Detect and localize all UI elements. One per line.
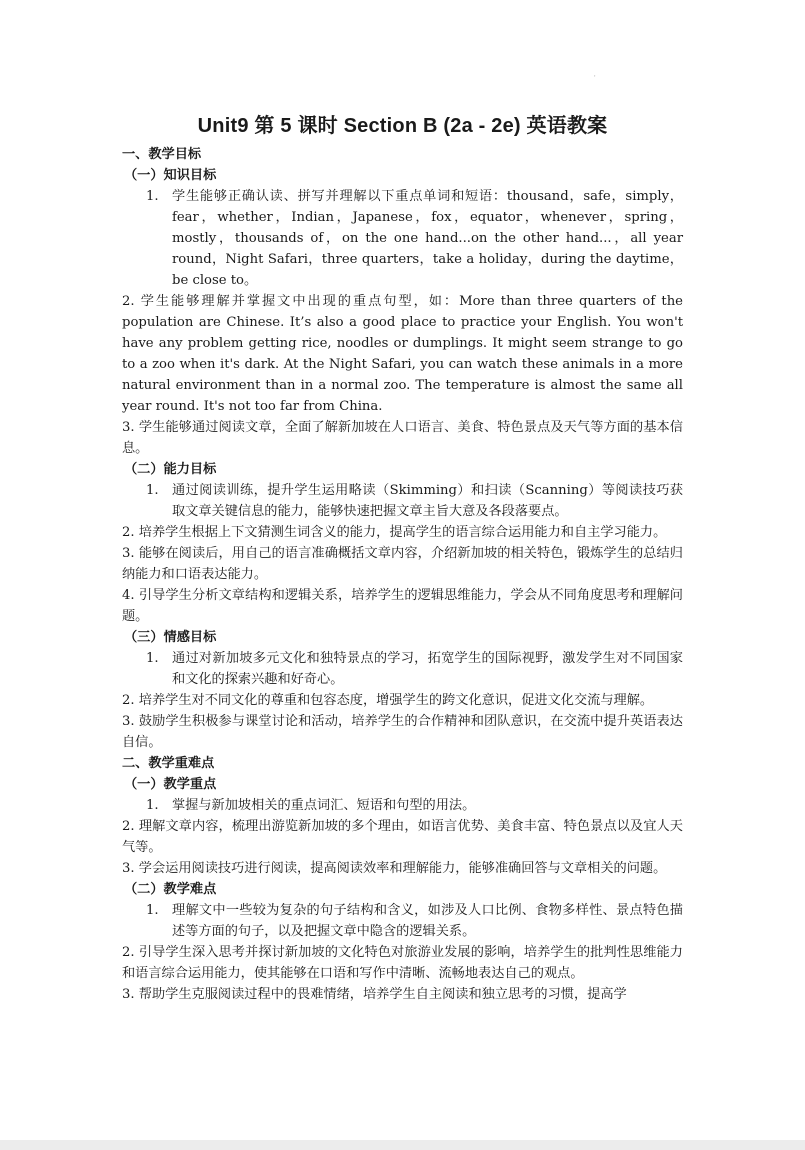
item-number: 1. [146, 189, 159, 204]
list-item [122, 795, 683, 816]
subheading-emotional-objectives: （三）情感目标 [124, 630, 217, 645]
paragraph: 3. 帮助学生克服阅读过程中的畏难情绪，培养学生自主阅读和独立思考的习惯，提高学 [122, 987, 627, 1002]
item-text: 掌握与新加坡相关的重点词汇、短语和句型的用法。 [172, 798, 476, 813]
item-text: 理解文中一些较为复杂的句子结构和含义，如涉及人口比例、食物多样性、景点特色描述等方面的句子，以及把握文章中隐含的逻辑关系。 [172, 903, 683, 939]
heading-key-and-difficult-points: 二、教学重难点 [122, 756, 215, 771]
paragraph: 3. 鼓励学生积极参与课堂讨论和活动，培养学生的合作精神和团队意识，在交流中提升英语表达自信。 [122, 714, 683, 750]
list-item [122, 648, 683, 690]
item-number: 1. [146, 798, 159, 813]
paragraph: 2. 学生能够理解并掌握文中出现的重点句型，如：More than three quarters of the population are Chinese. It’s also a good place to practice your English. You won't have any problem getting rice, noodles or dumplings. It might seem strange to go to a zoo when it's dark. At the Night Safari, you can watch these animals in a more natural environment than in a normal zoo. The temperature is almost the same all year round. It's not too far from China. [122, 294, 683, 414]
list-item [122, 186, 683, 291]
paragraph: 2. 培养学生根据上下文猜测生词含义的能力，提高学生的语言综合运用能力和自主学习能力。 [122, 525, 667, 540]
item-number: 1. [146, 483, 159, 498]
item-text: 通过阅读训练，提升学生运用略读（Skimming）和扫读（Scanning）等阅读技巧获取文章关键信息的能力，能够快速把握文章主旨大意及各段落要点。 [172, 483, 683, 519]
corner-mark: ' [594, 74, 596, 83]
paragraph: 2. 引导学生深入思考并探讨新加坡的文化特色对旅游业发展的影响，培养学生的批判性思维能力和语言综合运用能力，使其能够在口语和写作中清晰、流畅地表达自己的观点。 [122, 945, 683, 981]
subheading-difficult-points: （二）教学难点 [124, 882, 217, 897]
paragraph: 4. 引导学生分析文章结构和逻辑关系，培养学生的逻辑思维能力，学会从不同角度思考和理解问题。 [122, 588, 683, 624]
page-bottom-band [0, 1140, 805, 1150]
subheading-knowledge-objectives: （一）知识目标 [124, 168, 217, 183]
paragraph: 2. 培养学生对不同文化的尊重和包容态度，增强学生的跨文化意识，促进文化交流与理解。 [122, 693, 654, 708]
item-number: 1. [146, 903, 159, 918]
paragraph: 3. 学生能够通过阅读文章，全面了解新加坡在人口语言、美食、特色景点及天气等方面的基本信息。 [122, 420, 683, 456]
paragraph: 3. 能够在阅读后，用自己的语言准确概括文章内容，介绍新加坡的相关特色，锻炼学生的总结归纳能力和口语表达能力。 [122, 546, 683, 582]
subheading-ability-objectives: （二）能力目标 [124, 462, 217, 477]
list-item [122, 900, 683, 942]
list-item [122, 480, 683, 522]
paragraph: 3. 学会运用阅读技巧进行阅读，提高阅读效率和理解能力，能够准确回答与文章相关的问题。 [122, 861, 667, 876]
paragraph: 2. 理解文章内容，梳理出游览新加坡的多个理由，如语言优势、美食丰富、特色景点以及宜人天气等。 [122, 819, 683, 855]
item-number: 1. [146, 651, 159, 666]
item-text: 学生能够正确认读、拼写并理解以下重点单词和短语：thousand，safe，simply，fear，whether，Indian，Japanese，fox，equator，whenever，spring，mostly，thousands of，on the one hand...on the other hand...，all year round，Night Safari，three quarters，take a holiday，during the daytime，be close to。 [172, 189, 683, 288]
subheading-key-points: （一）教学重点 [124, 777, 217, 792]
item-text: 通过对新加坡多元文化和独特景点的学习，拓宽学生的国际视野，激发学生对不同国家和文化的探索兴趣和好奇心。 [172, 651, 683, 687]
heading-teaching-objectives: 一、教学目标 [122, 147, 202, 162]
page-title: Unit9 第 5 课时 Section B (2a - 2e) 英语教案 [197, 115, 608, 137]
